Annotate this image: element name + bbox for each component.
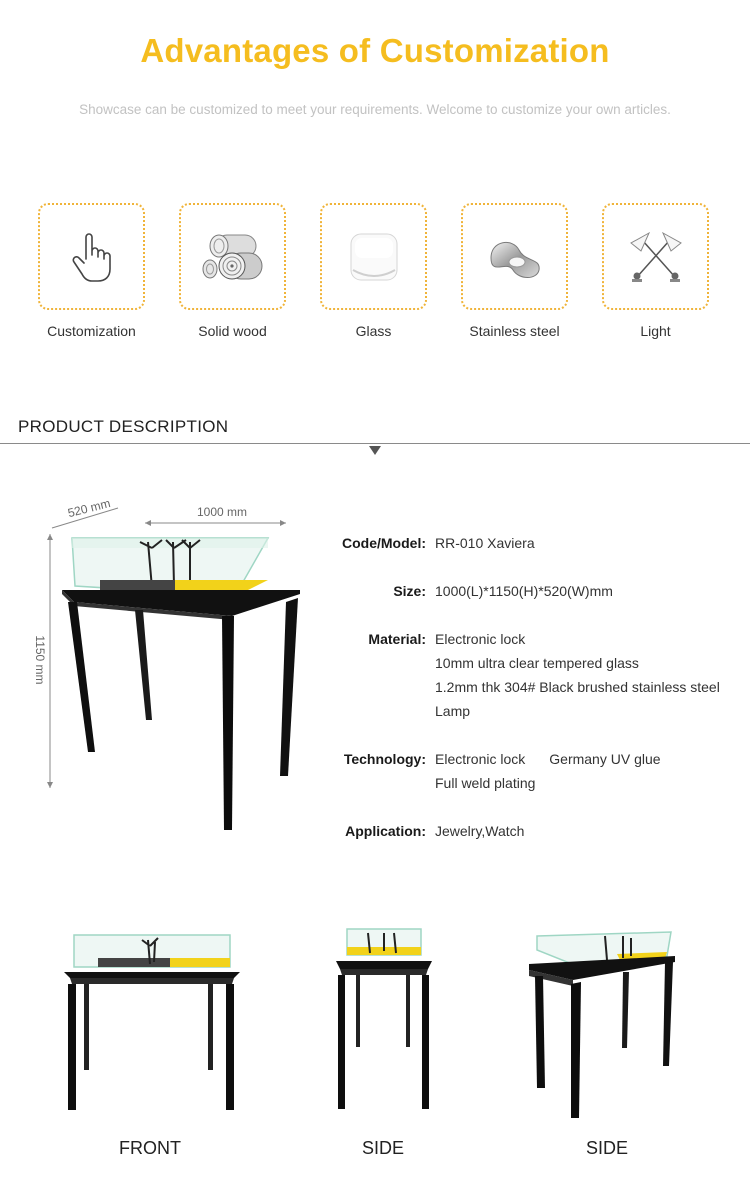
feature-stainless-steel: [461, 203, 568, 339]
technology-item: Germany UV glue: [549, 751, 661, 767]
dim-height: 1150 mm: [33, 635, 47, 685]
view-label-front: FRONT: [119, 1138, 181, 1158]
material-line: Lamp: [435, 703, 471, 719]
material-line: 10mm ultra clear tempered glass: [435, 655, 639, 671]
steel-knot-icon: [483, 232, 547, 282]
feature-box: [602, 203, 709, 310]
feature-box: [320, 203, 427, 310]
feature-label: Light: [640, 323, 671, 339]
technology-item: Full weld plating: [435, 775, 536, 791]
dim-length: 1000 mm: [196, 505, 248, 519]
feature-label: Customization: [47, 323, 136, 339]
product-main-image: [0, 490, 320, 840]
material-line: Electronic lock: [435, 631, 526, 647]
page-title: Advantages of Customization: [140, 32, 610, 69]
glass-icon: [347, 230, 401, 284]
material-line: 1.2mm thk 304# Black brushed stainless steel: [435, 679, 720, 695]
wood-log-icon: [200, 229, 266, 285]
feature-box: [179, 203, 286, 310]
spec-key-size: Size:: [393, 583, 426, 599]
spec-value-material: [435, 627, 720, 723]
spec-value-code: RR-010 Xaviera: [435, 535, 535, 551]
spec-value-size: 1000(L)*1150(H)*520(W)mm: [435, 583, 613, 599]
feature-glass: [320, 203, 427, 339]
section-title: PRODUCT DESCRIPTION: [18, 417, 229, 436]
feature-light: [602, 203, 709, 339]
spotlight-icon: [629, 229, 683, 285]
page-subtitle: Showcase can be customized to meet your requirements. Welcome to customize your own articles.: [79, 102, 671, 117]
spec-value-application: Jewelry,Watch: [435, 823, 525, 839]
spec-key-code: Code/Model:: [342, 535, 426, 551]
feature-solid-wood: [179, 203, 286, 339]
feature-label: Glass: [355, 323, 392, 339]
hand-pointer-icon: [70, 229, 114, 285]
view-label-side-angle: SIDE: [585, 1138, 628, 1158]
section-arrow-icon: [369, 446, 381, 455]
product-side-image: [334, 925, 434, 1115]
spec-value-technology: [435, 747, 661, 795]
spec-key-material: Material:: [368, 631, 426, 647]
product-front-image: [58, 930, 248, 1112]
feature-box: [461, 203, 568, 310]
section-divider: [0, 443, 750, 444]
feature-box: [38, 203, 145, 310]
feature-label: Stainless steel: [469, 323, 560, 339]
spec-key-application: Application:: [345, 823, 426, 839]
feature-customization: [38, 203, 145, 339]
technology-item: Electronic lock: [435, 751, 526, 767]
feature-label: Solid wood: [198, 323, 267, 339]
product-angle-image: [527, 928, 679, 1120]
spec-key-technology: Technology:: [343, 751, 426, 767]
view-label-side: SIDE: [361, 1138, 404, 1158]
dim-depth: 520 mm: [66, 496, 112, 521]
